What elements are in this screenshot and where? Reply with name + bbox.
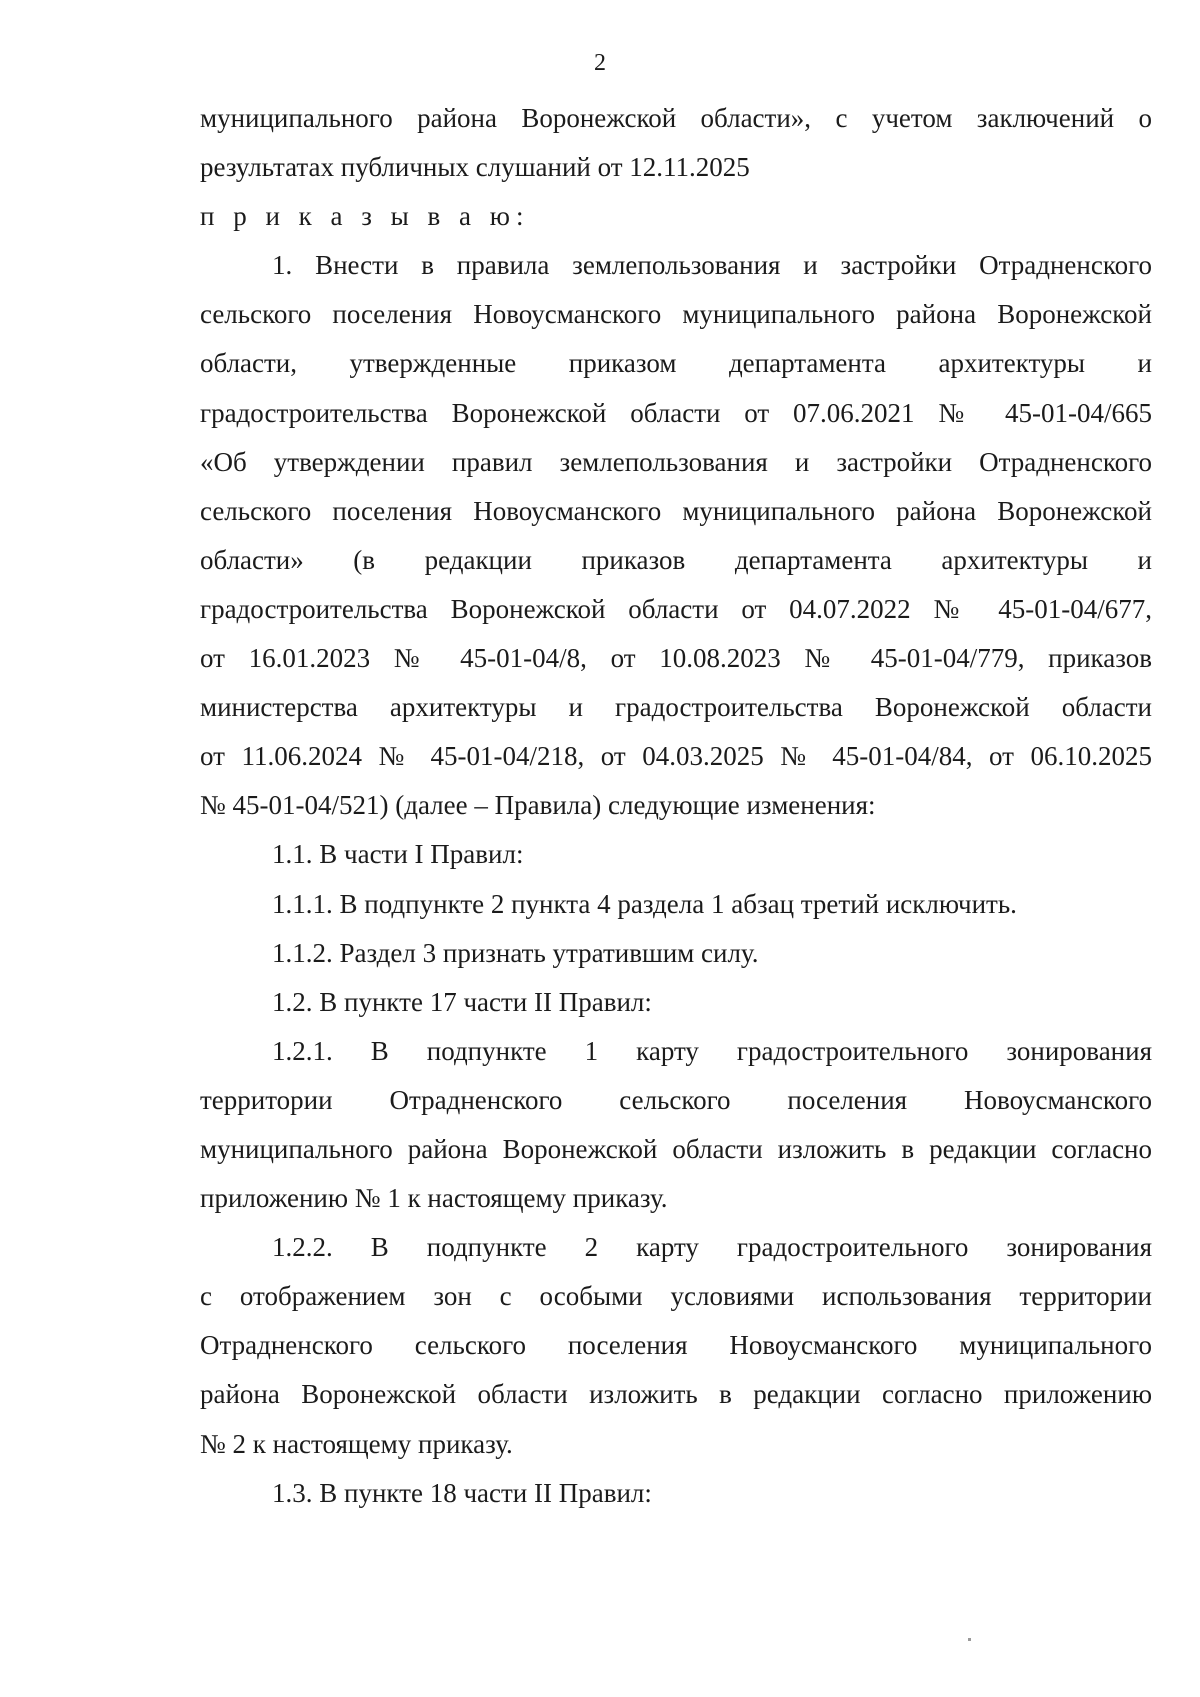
clause-item: 1.1.2. Раздел 3 признать утратившим силу. xyxy=(272,937,759,968)
text-line: области» (в редакции приказов департамента архитектуры и xyxy=(200,544,1152,575)
text-line: муниципального района Воронежской области», с учетом заключений о xyxy=(200,103,1152,133)
text-line: района Воронежской области изложить в редакции согласно приложению xyxy=(200,1379,1152,1410)
text-line: сельского поселения Новоусманского муниципального района Воронежской xyxy=(200,299,1152,330)
text-line: 1.2.2. В подпункте 2 карту градостроительного зонирования xyxy=(272,1232,1152,1263)
text-line: области, утвержденные приказом департамента архитектуры и xyxy=(200,348,1152,379)
text-line: территории Отрадненского сельского поселения Новоусманского xyxy=(200,1084,1152,1115)
text-line: № 45-01-04/521) (далее – Правила) следующие изменения: xyxy=(200,790,876,821)
text-line: результатах публичных слушаний от 12.11.2025 xyxy=(200,152,750,183)
text-line: министерства архитектуры и градостроительства Воронежской области xyxy=(200,692,1152,723)
clause-heading: 1.3. В пункте 18 части II Правил: xyxy=(272,1477,652,1508)
clause-item: 1.1.1. В подпункте 2 пункта 4 раздела 1 абзац третий исключить. xyxy=(272,888,1017,919)
text-line: от 16.01.2023 № 45-01-04/8, от 10.08.2023 № 45-01-04/779, приказов xyxy=(200,643,1152,674)
text-line: № 2 к настоящему приказу. xyxy=(200,1428,513,1459)
text-line: градостроительства Воронежской области от 07.06.2021 № 45-01-04/665 xyxy=(200,397,1152,428)
text-line: муниципального района Воронежской области изложить в редакции согласно xyxy=(200,1133,1152,1164)
order-word: п р и к а з ы в а ю: xyxy=(200,201,530,232)
text-line: градостроительства Воронежской области от 04.07.2022 № 45-01-04/677, xyxy=(200,593,1152,624)
text-line: приложению № 1 к настоящему приказу. xyxy=(200,1183,668,1214)
text-line: сельского поселения Новоусманского муниципального района Воронежской xyxy=(200,495,1152,526)
clause-heading: 1.1. В части I Правил: xyxy=(272,839,524,870)
text-line: 1.2.1. В подпункте 1 карту градостроительного зонирования xyxy=(272,1035,1152,1066)
text-line: с отображением зон с особыми условиями использования территории xyxy=(200,1281,1152,1312)
document-body xyxy=(200,94,1152,1518)
text-line: 1. Внести в правила землепользования и застройки Отрадненского xyxy=(272,250,1152,281)
text-line: Отрадненского сельского поселения Новоусманского муниципального xyxy=(200,1330,1152,1361)
page-number: 2 xyxy=(594,50,606,76)
text-line: «Об утверждении правил землепользования и застройки Отрадненского xyxy=(200,446,1152,477)
text-line: от 11.06.2024 № 45-01-04/218, от 04.03.2025 № 45-01-04/84, от 06.10.2025 xyxy=(200,741,1152,772)
scan-speck xyxy=(968,1638,971,1641)
clause-heading: 1.2. В пункте 17 части II Правил: xyxy=(272,986,652,1017)
